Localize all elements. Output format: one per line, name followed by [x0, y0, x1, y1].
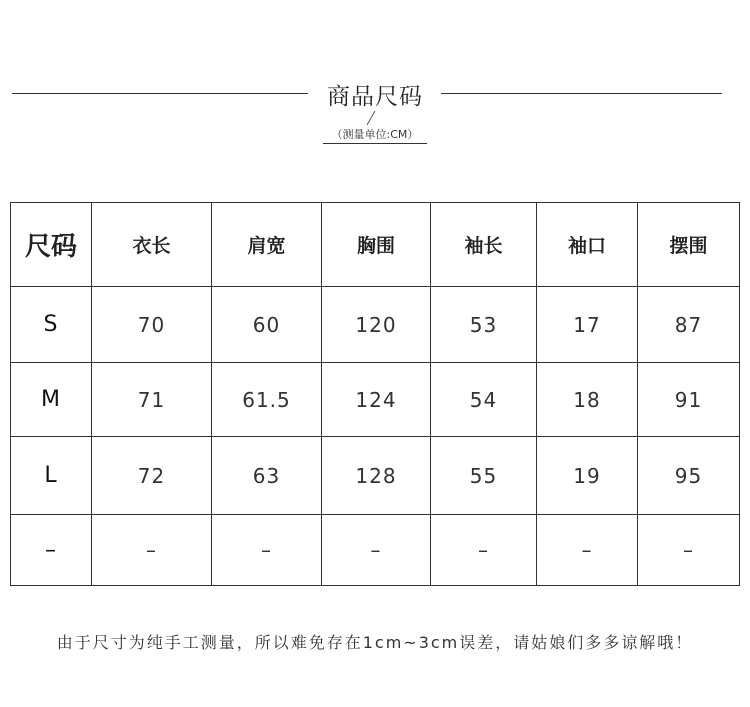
size-label: –	[11, 515, 92, 586]
table-cell: 72	[92, 437, 212, 515]
title-divider-right	[441, 93, 722, 94]
column-header: 胸围	[322, 203, 431, 287]
table-cell: –	[638, 515, 740, 586]
table-cell: 53	[431, 287, 537, 363]
table-cell: 70	[92, 287, 212, 363]
table-cell: 120	[322, 287, 431, 363]
table-header-row	[11, 203, 740, 287]
column-header: 肩宽	[212, 203, 322, 287]
table-cell: 91	[638, 363, 740, 437]
table-cell: –	[431, 515, 537, 586]
title-divider-left	[12, 93, 308, 94]
table-cell: 17	[537, 287, 638, 363]
table-cell: –	[212, 515, 322, 586]
table-cell: 18	[537, 363, 638, 437]
page-title: 商品尺码	[327, 84, 423, 110]
size-label: L	[11, 437, 92, 515]
size-label: M	[11, 363, 92, 437]
table-cell: 87	[638, 287, 740, 363]
table-cell: 19	[537, 437, 638, 515]
size-label: S	[11, 287, 92, 363]
size-column-header: 尺码	[11, 203, 92, 287]
table-cell: 124	[322, 363, 431, 437]
column-header: 袖口	[537, 203, 638, 287]
slash-decoration	[366, 110, 376, 126]
table-cell: 95	[638, 437, 740, 515]
column-header: 袖长	[431, 203, 537, 287]
table-cell: 128	[322, 437, 431, 515]
size-chart-table	[10, 202, 740, 586]
table-cell: 60	[212, 287, 322, 363]
table-row	[11, 287, 740, 363]
table-cell: –	[322, 515, 431, 586]
table-cell: 54	[431, 363, 537, 437]
table-cell: –	[537, 515, 638, 586]
table-row	[11, 363, 740, 437]
table-cell: 61.5	[212, 363, 322, 437]
measurement-unit-note: （测量单位:CM）	[323, 126, 427, 144]
table-cell: 55	[431, 437, 537, 515]
table-row	[11, 437, 740, 515]
measurement-disclaimer: 由于尺寸为纯手工测量，所以难免存在1cm~3cm误差，请姑娘们多多谅解哦！	[56, 633, 694, 652]
table-cell: 63	[212, 437, 322, 515]
table-row	[11, 515, 740, 586]
table-cell: –	[92, 515, 212, 586]
column-header: 衣长	[92, 203, 212, 287]
table-cell: 71	[92, 363, 212, 437]
column-header: 摆围	[638, 203, 740, 287]
